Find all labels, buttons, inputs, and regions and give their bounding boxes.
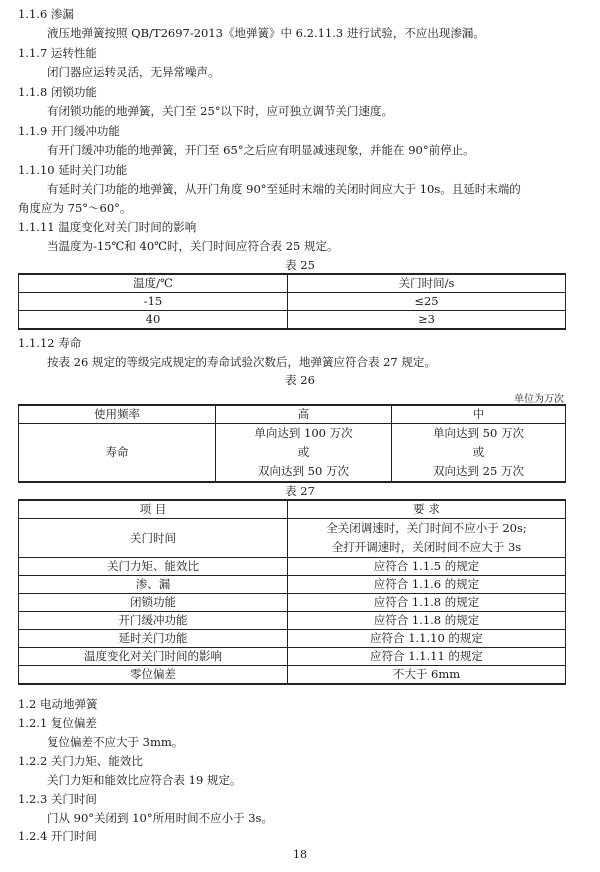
table-row [19,293,566,311]
table-cell [288,519,566,558]
table-row [19,630,566,648]
heading-1-1-6: 1.1.6 渗漏 [18,7,74,21]
heading-1-1-10: 1.1.10 延时关门功能 [18,163,128,177]
table-header-row [19,274,566,293]
table-cell: 延时关门功能 [19,630,288,648]
table-header-cell: 使用频率 [19,405,216,424]
table-cell: 渗、漏 [19,576,288,594]
para-1-2-1: 复位偏差不应大于 3mm。 [47,735,184,749]
para-1-1-10-line1: 有延时关门功能的地弹簧，从开门角度 90°至延时末端的关闭时间应大于 10s。且延时末端的 [47,182,521,196]
cell-line: 单向达到 50 万次 [433,426,524,440]
table-header-cell: 要 求 [288,500,566,519]
table-header-cell: 关门时间/s [288,274,566,293]
para-1-1-7: 闭门器应运转灵活，无异常噪声。 [47,65,220,79]
para-1-1-6: 液压地弹簧按照 QB/T2697-2013《地弹簧》中 6.2.11.3 进行试验，不应出现渗漏。 [47,26,485,40]
table-row [19,558,566,576]
table-cell: 零位偏差 [19,666,288,685]
table-cell: 开门缓冲功能 [19,612,288,630]
para-1-1-12: 按表 26 规定的等级完成规定的寿命试验次数后，地弹簧应符合表 27 规定。 [47,355,436,369]
table-cell: -15 [19,293,288,311]
cell-line: 单向达到 100 万次 [254,426,353,440]
table-row [19,648,566,666]
table27-caption: 表 27 [285,484,315,498]
para-1-1-11: 当温度为-15℃和 40℃时，关门时间应符合表 25 规定。 [47,239,339,253]
heading-1-1-8: 1.1.8 闭锁功能 [18,85,97,99]
table-cell: 40 [19,311,288,330]
para-1-2-2: 关门力矩和能效比应符合表 19 规定。 [47,773,242,787]
table-cell: 应符合 1.1.11 的规定 [288,648,566,666]
table-cell: 不大于 6mm [288,666,566,685]
heading-1-1-12: 1.1.12 寿命 [18,336,82,350]
heading-1-2: 1.2 电动地弹簧 [18,697,98,711]
table-cell: ≤25 [288,293,566,311]
para-1-1-9: 有开门缓冲功能的地弹簧，开门至 65°之后应有明显减速现象，并能在 90°前停止。 [47,143,475,157]
page-number: 18 [293,848,307,861]
cell-line: 双向达到 25 万次 [433,464,524,478]
table-26 [18,404,566,483]
table-header-cell: 中 [392,405,566,424]
table-cell: 应符合 1.1.6 的规定 [288,576,566,594]
heading-1-2-1: 1.2.1 复位偏差 [18,716,97,730]
table26-caption: 表 26 [285,373,315,387]
table-cell: ≥3 [288,311,566,330]
table-cell: 关门力矩、能效比 [19,558,288,576]
cell-line: 全打开调速时，关闭时间不应大于 3s [331,540,522,554]
table-row [19,576,566,594]
heading-1-1-11: 1.1.11 温度变化对关门时间的影响 [18,220,197,234]
table-header-cell: 项 目 [19,500,288,519]
table-header-cell: 高 [216,405,392,424]
cell-line: 全关闭调速时，关门时间不应小于 20s; [326,521,527,535]
table-cell: 关门时间 [19,519,288,558]
cell-line: 双向达到 50 万次 [258,464,349,478]
para-1-1-10-line2: 角度应为 75°～60°。 [18,201,132,215]
para-1-2-3: 门从 90°关闭到 10°所用时间不应小于 3s。 [47,811,273,825]
table-cell: 应符合 1.1.8 的规定 [288,594,566,612]
table-cell: 寿命 [19,424,216,483]
table-cell: 温度变化对关门时间的影响 [19,648,288,666]
table-row [19,612,566,630]
heading-1-2-4: 1.2.4 开门时间 [18,829,97,843]
table-cell [392,424,566,483]
table-header-row [19,500,566,519]
heading-1-2-3: 1.2.3 关门时间 [18,792,97,806]
table-row [19,519,566,558]
table-cell: 应符合 1.1.8 的规定 [288,612,566,630]
table-row [19,311,566,330]
heading-1-1-9: 1.1.9 开门缓冲功能 [18,124,120,138]
table-header-cell: 温度/℃ [19,274,288,293]
cell-line: 或 [297,445,310,459]
table-row [19,424,566,483]
table-header-row [19,405,566,424]
table25-caption: 表 25 [285,258,315,272]
table-cell: 应符合 1.1.10 的规定 [288,630,566,648]
heading-1-2-2: 1.2.2 关门力矩、能效比 [18,754,143,768]
table-25 [18,273,566,330]
table-row [19,594,566,612]
heading-1-1-7: 1.1.7 运转性能 [18,46,97,60]
cell-line: 或 [472,445,485,459]
table-cell: 应符合 1.1.5 的规定 [288,558,566,576]
table26-unit: 单位为万次 [514,394,564,405]
table-row [19,666,566,685]
table-27 [18,499,566,685]
table-cell: 闭锁功能 [19,594,288,612]
table-cell [216,424,392,483]
para-1-1-8: 有闭锁功能的地弹簧，关门至 25°以下时，应可独立调节关门速度。 [47,104,394,118]
